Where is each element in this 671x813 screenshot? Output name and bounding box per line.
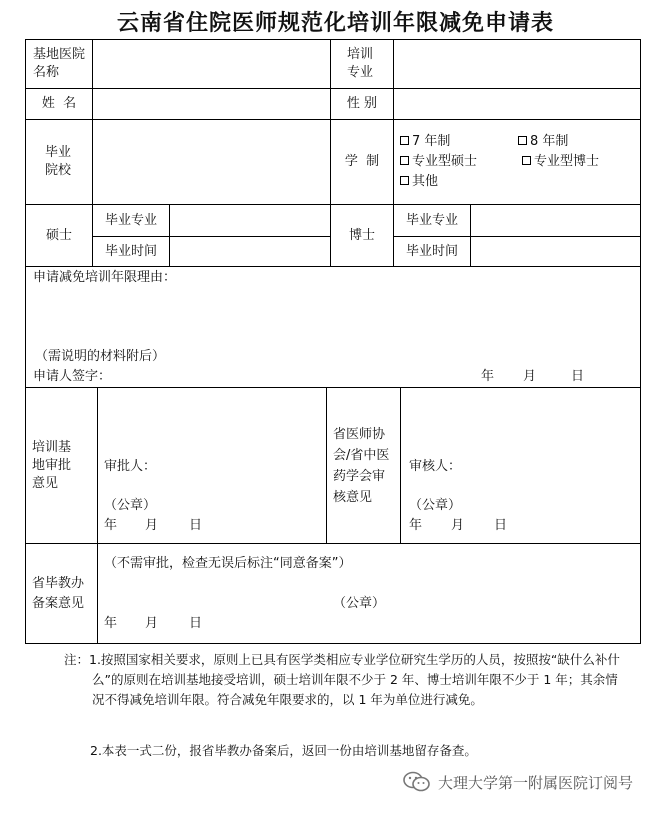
option-label: 其他 — [412, 174, 439, 189]
base-year: 年 — [104, 518, 118, 533]
master-major-field[interactable] — [170, 205, 330, 236]
office-instruction: （不需审批，检查无误后标注“同意备案”） — [104, 556, 352, 571]
office-seal: （公章） — [333, 596, 386, 611]
checkbox-icon[interactable] — [400, 176, 409, 185]
reason-day: 日 — [571, 369, 585, 384]
reviewer-label: 审核人： — [409, 459, 462, 474]
reason-year: 年 — [481, 369, 495, 384]
office-record-label — [32, 544, 96, 643]
base-hospital-label — [26, 40, 92, 88]
specialty-field[interactable] — [394, 40, 640, 88]
approver-label: 审批人： — [104, 459, 157, 474]
reason-heading: 申请减免培训年限理由： — [33, 270, 177, 285]
school-field[interactable] — [93, 120, 330, 204]
option-other[interactable] — [400, 173, 438, 191]
option-pro-doctor[interactable] — [522, 153, 599, 171]
school-label — [26, 120, 92, 204]
reason-note: （需说明的材料附后） — [35, 349, 166, 364]
assoc-seal: （公章） — [409, 498, 462, 513]
form-title: 云南省住院医师规范化培训年限减免申请表 — [116, 11, 554, 36]
note-1: 注：1.按照国家相关要求，原则上已具有医学类相应专业学位研究生学历的人员，按照按“缺什么补什么”的原则在培训基地接受培训，硕士培训年限不少于 2 年、博士培训年限不少于 1 年；其余情况不得减免培训年限。符合减免年限要求的，以 1 年为单位进行减免。 — [64, 652, 620, 707]
base-review-label — [32, 388, 94, 543]
base-hospital-field[interactable] — [93, 40, 330, 88]
school-text: 毕业院校 — [45, 145, 72, 178]
base-seal: （公章） — [104, 498, 157, 513]
office-year: 年 — [104, 616, 118, 631]
education-label: 学 制 — [344, 154, 380, 169]
doctor-time-label: 毕业时间 — [405, 243, 458, 259]
wechat-logo-icon — [402, 770, 432, 794]
office-month: 月 — [145, 616, 159, 631]
doctor-time-field[interactable] — [471, 237, 640, 266]
checkbox-icon[interactable] — [400, 136, 409, 145]
assoc-year: 年 — [409, 518, 423, 533]
option-label: 7 年制 — [412, 134, 451, 149]
reason-month: 月 — [523, 369, 537, 384]
watermark-text: 大理大学第一附属医院订阅号 — [438, 773, 634, 792]
assoc-month: 月 — [451, 518, 465, 533]
name-field[interactable] — [93, 89, 330, 119]
base-month: 月 — [145, 518, 159, 533]
gender-field[interactable] — [394, 89, 640, 119]
base-hospital-text: 基地医院名称 — [33, 47, 86, 80]
applicant-signature-label: 申请人签字： — [33, 369, 112, 384]
assoc-review-text: 省医师协会/省中医药学会审核意见 — [333, 426, 390, 505]
assoc-review-label — [333, 388, 399, 543]
office-day: 日 — [189, 616, 203, 631]
checkbox-icon[interactable] — [400, 156, 409, 165]
doctor-label: 博士 — [348, 227, 375, 243]
option-label: 专业型硕士 — [412, 154, 478, 169]
option-7-year[interactable] — [400, 133, 450, 151]
base-day: 日 — [189, 518, 203, 533]
note-2: 2.本表一式二份，报省毕教办备案后，返回一份由培训基地留存备查。 — [90, 743, 477, 758]
specialty-text: 培训专业 — [347, 47, 374, 80]
office-record-text: 省毕教办备案意见 — [32, 575, 85, 611]
option-pro-master[interactable] — [400, 153, 477, 171]
checkbox-icon[interactable] — [522, 156, 531, 165]
master-time-field[interactable] — [170, 237, 330, 266]
master-major-label: 毕业专业 — [104, 212, 157, 228]
assoc-day: 日 — [494, 518, 508, 533]
option-label: 专业型博士 — [534, 154, 600, 169]
name-label: 姓 名 — [41, 96, 77, 111]
master-time-label: 毕业时间 — [104, 243, 157, 259]
option-label: 8 年制 — [530, 134, 569, 149]
checkbox-icon[interactable] — [518, 136, 527, 145]
gender-label: 性 别 — [346, 96, 378, 111]
master-label: 硕士 — [45, 227, 72, 243]
base-review-text: 培训基地审批意见 — [32, 439, 72, 491]
doctor-major-field[interactable] — [471, 205, 640, 236]
option-8-year[interactable] — [518, 133, 568, 151]
specialty-label — [331, 40, 393, 88]
watermark — [402, 770, 633, 794]
doctor-major-label: 毕业专业 — [405, 212, 458, 228]
